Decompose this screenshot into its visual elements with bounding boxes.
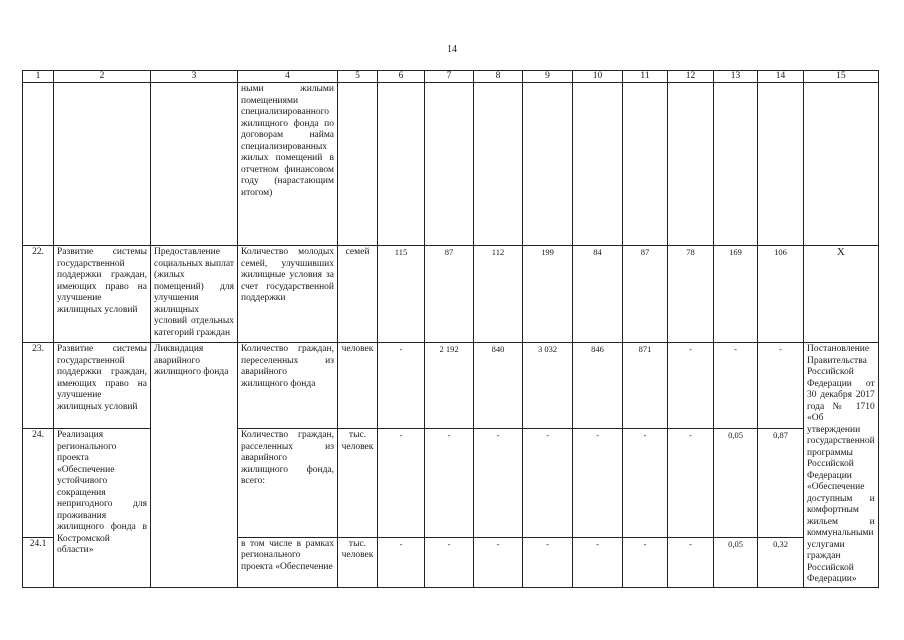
column-number: 9 (523, 71, 573, 83)
row-number-cell: 24.1 (23, 537, 54, 587)
goal-cell: Реализация регионального проекта «Обеспечение устойчивого сокращения непригодного для проживания жилищного фонда в Костромской области» (54, 429, 151, 588)
value-cell (474, 83, 523, 246)
value-cell: 87 (425, 246, 474, 343)
column-number: 5 (338, 71, 378, 83)
value-cell: - (474, 429, 523, 538)
column-number: 15 (804, 71, 879, 83)
column-number: 3 (151, 71, 238, 83)
value-cell: - (425, 537, 474, 587)
row-number-cell: 24. (23, 429, 54, 538)
value-cell: - (573, 537, 623, 587)
indicator-cell: Количество граждан, расселенных из аварийного жилищного фонда, всего: (238, 429, 338, 538)
unit-cell: человек (338, 343, 378, 429)
page-number: 14 (447, 44, 457, 55)
value-cell: 0,05 (714, 537, 758, 587)
column-number: 4 (238, 71, 338, 83)
value-cell: - (668, 343, 714, 429)
column-number: 14 (758, 71, 804, 83)
indicator-cell: ными жилыми помещениями специализированного жилищного фонда по договорам найма специализированных жилых помещений в отчетном финансовом году (нарастающим итогом) (238, 83, 338, 246)
indicator-cell: в том числе в рамках регионального проекта «Обеспечение (238, 537, 338, 587)
task-cell (151, 83, 238, 246)
value-cell: - (378, 343, 425, 429)
value-cell (425, 83, 474, 246)
column-number: 13 (714, 71, 758, 83)
unit-cell: семей (338, 246, 378, 343)
indicator-cell: Количество молодых семей, улучшивших жилищные условия за счет государственной поддержки (238, 246, 338, 343)
value-cell (714, 83, 758, 246)
value-cell: - (425, 429, 474, 538)
value-cell (573, 83, 623, 246)
unit-cell: тыс. человек (338, 429, 378, 538)
row-number-cell: 22. (23, 246, 54, 343)
value-cell: 3 032 (523, 343, 573, 429)
value-cell (758, 83, 804, 246)
value-cell (523, 83, 573, 246)
value-cell: - (378, 429, 425, 538)
column-number: 2 (54, 71, 151, 83)
source-cell: Х (804, 246, 879, 343)
value-cell: 84 (573, 246, 623, 343)
goal-cell: Развитие системы государственной поддержки граждан, имеющих право на улучшение жилищных условий (54, 246, 151, 343)
value-cell: - (474, 537, 523, 587)
value-cell: - (623, 429, 668, 538)
table-row (23, 83, 879, 246)
value-cell: 2 192 (425, 343, 474, 429)
value-cell: - (623, 537, 668, 587)
value-cell: 115 (378, 246, 425, 343)
value-cell: - (668, 429, 714, 538)
indicator-cell: Количество граждан, переселенных из аварийного жилищного фонда (238, 343, 338, 429)
goal-cell: Развитие системы государственной поддержки граждан, имеющих право на улучшение жилищных условий (54, 343, 151, 429)
column-numbers-row (23, 71, 879, 83)
value-cell: 0,32 (758, 537, 804, 587)
unit-cell: тыс. человек (338, 537, 378, 587)
value-cell: 871 (623, 343, 668, 429)
column-number: 11 (623, 71, 668, 83)
value-cell: 840 (474, 343, 523, 429)
goal-cell (54, 83, 151, 246)
row-number-cell: 23. (23, 343, 54, 429)
indicators-table (22, 70, 879, 588)
value-cell (668, 83, 714, 246)
value-cell (378, 83, 425, 246)
value-cell: 169 (714, 246, 758, 343)
column-number: 8 (474, 71, 523, 83)
value-cell: - (523, 537, 573, 587)
value-cell: 106 (758, 246, 804, 343)
column-number: 10 (573, 71, 623, 83)
value-cell: 87 (623, 246, 668, 343)
column-number: 6 (378, 71, 425, 83)
task-cell: Ликвидация аварийного жилищного фонда (151, 343, 238, 588)
task-cell: Предоставление социальных выплат (жилых помещений) для улучшения жилищных условий отдельных категорий граждан (151, 246, 238, 343)
value-cell: 0,05 (714, 429, 758, 538)
value-cell: - (714, 343, 758, 429)
row-number-cell (23, 83, 54, 246)
value-cell: - (573, 429, 623, 538)
value-cell: 846 (573, 343, 623, 429)
column-number: 7 (425, 71, 474, 83)
source-cell: Постановление Правительства Российской Федерации от 30 декабря 2017 года № 1710 «Об утверждении государственной программы Российской Федерации «Обеспечение доступным и комфортным жильем и коммунальными услугами граждан Российской Федерации» (804, 343, 879, 588)
column-number: 1 (23, 71, 54, 83)
value-cell: 199 (523, 246, 573, 343)
column-number: 12 (668, 71, 714, 83)
unit-cell (338, 83, 378, 246)
value-cell: - (668, 537, 714, 587)
table-row (23, 246, 879, 343)
value-cell: - (758, 343, 804, 429)
value-cell (623, 83, 668, 246)
value-cell: - (523, 429, 573, 538)
value-cell: - (378, 537, 425, 587)
value-cell: 112 (474, 246, 523, 343)
source-cell (804, 83, 879, 246)
table-row (23, 343, 879, 429)
value-cell: 0,87 (758, 429, 804, 538)
value-cell: 78 (668, 246, 714, 343)
